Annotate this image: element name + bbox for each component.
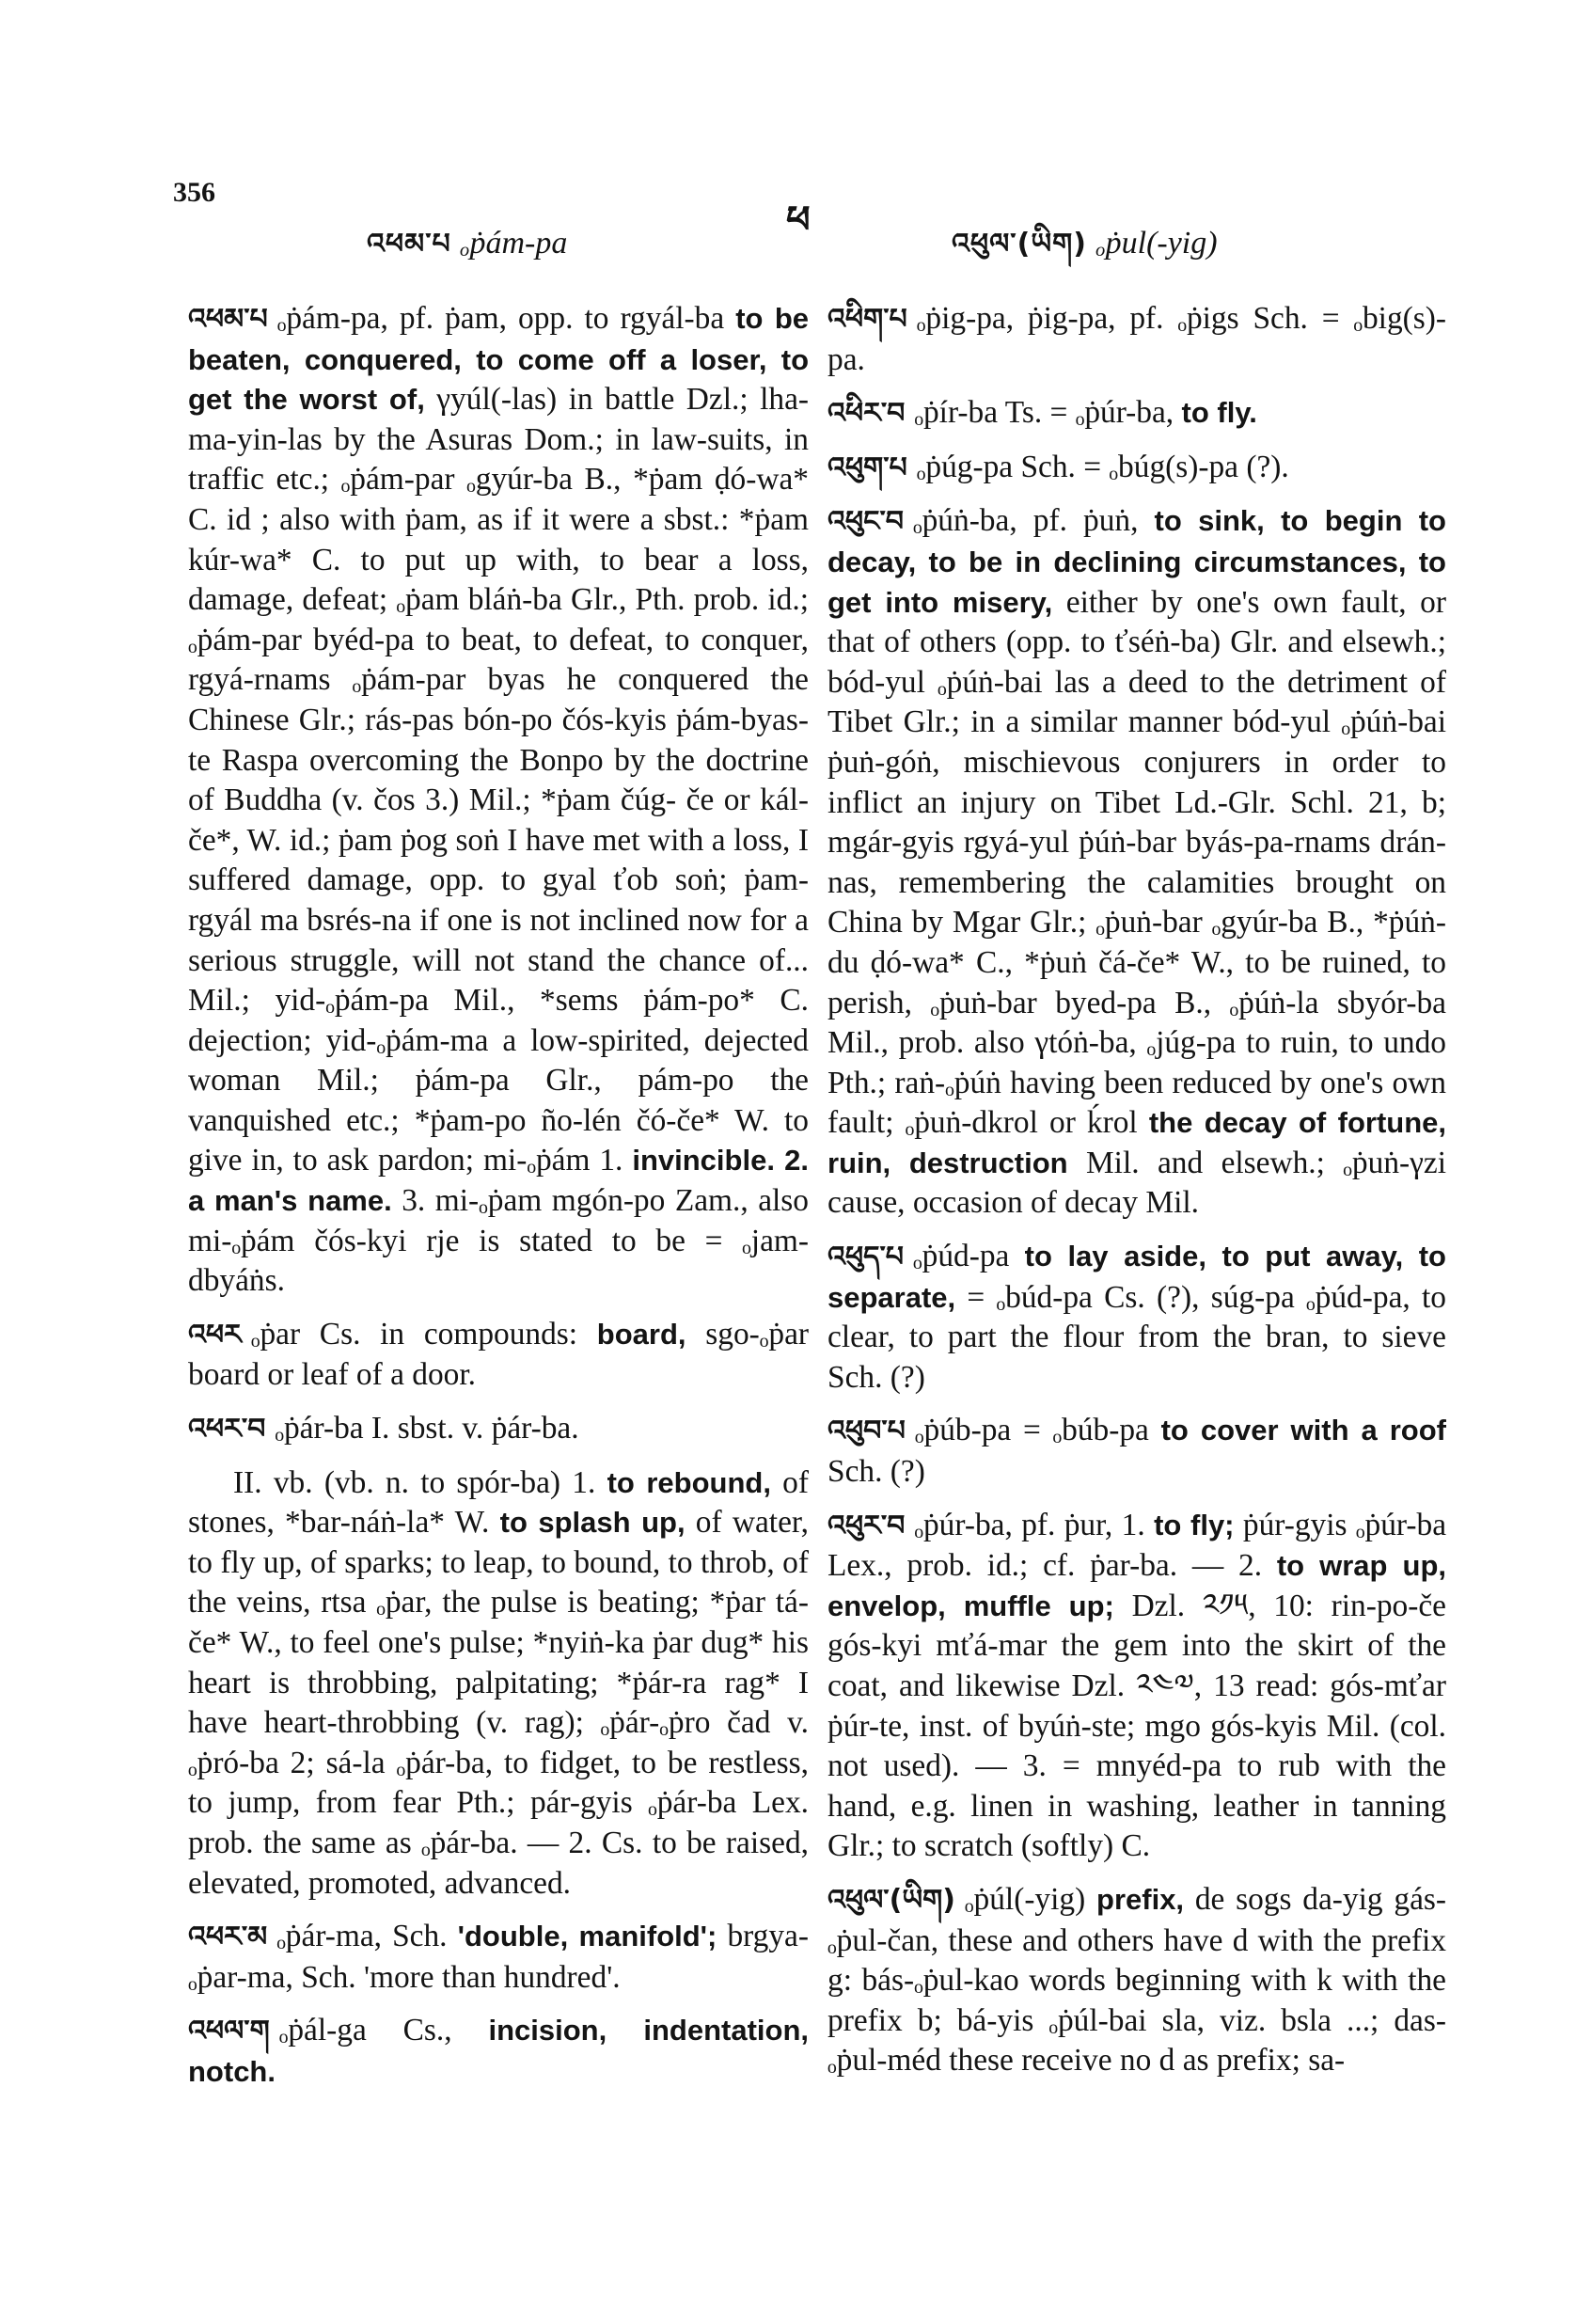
dictionary-entry bbox=[188, 1463, 809, 1905]
running-head-right bbox=[952, 213, 1218, 292]
entry-text: ₒṗál-ga Cs., bbox=[278, 2013, 489, 2048]
dictionary-entry bbox=[827, 501, 1446, 1224]
entry-text: Dzl. ༢༡༥, 10: rin-po-če gós-kyi mťá-mar the gem into the skirt of the coat, and likewise Dzl. ༢༤༧, 13 read: gós-mťar ṗúr-te, inst. of byúṅ-ste; mgo gós-kyis Mil. (col. not used). — 3. = mnyéd-pa to rub with the hand, e.g. linen in washing, leather in tanning Glr.; to scratch (softly) C. bbox=[827, 1588, 1446, 1864]
dictionary-entry bbox=[188, 1315, 809, 1396]
entry-definition: 'double, manifold'; bbox=[457, 1920, 717, 1953]
headword-tibetan: འཕུལ་(ཡིག) bbox=[827, 1883, 955, 1917]
headword-tibetan: འཕུར་བ bbox=[827, 1509, 906, 1542]
entry-definition: to cover with a roof bbox=[1160, 1414, 1446, 1447]
entry-text: 3. mi-ₒṗam mgón-po Zam., also mi-ₒṗám čós-kyi rje is stated to be = ₒjam-dbyáṅs. bbox=[188, 1183, 810, 1299]
entry-text: ₒṗig-pa, ṗig-pa, pf. ₒṗigs Sch. = ₒbig(s)-pa. bbox=[827, 301, 1446, 377]
center-letter: ཕ bbox=[786, 198, 811, 241]
running-head-left bbox=[367, 213, 567, 292]
dictionary-entry bbox=[827, 1880, 1446, 2081]
running-head-right-tibetan: འཕུལ་(ཡིག) bbox=[952, 228, 1087, 261]
entry-text: Sch. (?) bbox=[827, 1454, 925, 1490]
headword-tibetan: འཕུག་པ bbox=[827, 451, 907, 484]
headword-tibetan: འཕུབ་པ bbox=[827, 1415, 906, 1448]
dictionary-entry bbox=[188, 2011, 809, 2092]
entry-text: de sogs da-yig gás-ₒṗul-čan, these and others have d with the prefix g: bás-ₒṗul-kao words beginning with k with the prefix b; bá-yis ₒṗúl-bai sla, viz. bsla ...; das-ₒṗul-méd these receive no d as prefix; sa- bbox=[827, 1881, 1447, 2079]
entry-text: ₒṗúṅ-ba, pf. ṗuṅ, bbox=[912, 503, 1155, 539]
entry-text: = ₒbúd-pa Cs. (?), súg-pa ₒṗúd-pa, to clear, to part the flour from the bran, to sieve Sch. (?) bbox=[827, 1279, 1446, 1395]
headword-tibetan: འཕིར་བ bbox=[827, 397, 906, 431]
entry-text: either by one's own fault, or that of others (opp. to ťséṅ-ba) Glr. and elsewh.; bód-yul ₒṗúṅ-bai las a deed to the detriment of Tibet Glr.; in a similar manner bód-yul ₒṗúṅ-bai ṗuṅ-góṅ, mischievous conjurers in order to inflict an injury on Tibet Ld.-Glr. Schl. 21, b; mgár-gyis rgyá-yul ṗúṅ-bar byás-pa-rnams drán-nas, remembering the calamities brought on China by Mgar Glr.; ₒṗuṅ-bar ₒgyúr-ba B., *ṗúṅ-du ḍó-wa* C., *ṗuṅ čá-če* W., to be ruined, to perish, ₒṗuṅ-bar byed-pa B., ₒṗúṅ-la sbyór-ba Mil., prob. also γtóṅ-ba, ₒjúg-pa to ruin, to undo Pth.; raṅ-ₒṗúṅ having been reduced by one's own fault; ₒṗuṅ-dkrol or ḱrol bbox=[827, 584, 1446, 1141]
entry-text: of stones, *bar-náṅ-la* W. bbox=[188, 1464, 809, 1541]
headword-tibetan: འཕིག་པ bbox=[827, 303, 907, 336]
dictionary-entry bbox=[188, 1409, 809, 1450]
entry-text: ₒṗúr-ba, pf. ṗur, 1. bbox=[914, 1507, 1155, 1542]
headword-tibetan: འཕར bbox=[188, 1318, 242, 1352]
dictionary-entry bbox=[188, 1917, 809, 1998]
running-head-right-text: ₒṗul(-yig) bbox=[1095, 226, 1218, 261]
dictionary-entry bbox=[827, 448, 1446, 489]
entry-text: γyúl(-las) in battle Dzl.; lha-ma-yin-las by the Asuras Dom.; in law-suits, in traffic etc.; ₒṗám-par ₒgyúr-ba B., *ṗam ḍó-wa* C. id ; also with ṗam, as if it were a sbst.: *ṗam kúr-wa* C. to put up with, to bear a loss, damage, defeat; ₒṗam bláṅ-ba Glr., Pth. prob. id.; ₒṗám-par byéd-pa to beat, to defeat, to conquer, rgyá-rnams ₒṗám-par byas he conquered the Chinese Glr.; rás-pas bón-po čós-kyis ṗám-byas-te Raspa overcoming the Bonpo by the doctrine of Buddha (v. čos 3.) Mil.; *ṗam čúg- če or kál-če*, W. id.; ṗam ṗog soṅ I have met with a loss, I suffered damage, opp. to gyal ťob soṅ; ṗam-rgyál ma bsrés-na if one is not inclined now for a serious struggle, will not stand the chance of... Mil.; yid-ₒṗám-pa Mil., *sems ṗám-po* C. dejection; yid-ₒṗám-ma a low-spirited, dejected woman Mil.; ṗám-pa Glr., pám-po the vanquished etc.; *ṗam-po ño-lén čó-če* W. to give in, to ask pardon; mi-ₒṗám 1. bbox=[188, 382, 810, 1178]
headword-tibetan: འཕམ་པ bbox=[188, 303, 268, 336]
entry-text: ₒṗír-ba Ts. = ₒṗúr-ba, bbox=[914, 395, 1182, 431]
headword-tibetan: འཕུང་བ bbox=[827, 505, 904, 539]
entry-definition: to fly. bbox=[1181, 396, 1257, 430]
entry-text: ₒṗúd-pa bbox=[913, 1239, 1025, 1274]
entry-definition: board, bbox=[596, 1317, 686, 1351]
dictionary-entry bbox=[827, 393, 1446, 435]
running-head-left-text: ₒṗám-pa bbox=[460, 226, 568, 261]
headword-tibetan: འཕར་བ bbox=[188, 1413, 266, 1447]
entry-definition: incision, indentation, notch. bbox=[188, 2014, 809, 2088]
entry-definition: to be beaten, conquered, to come off a loser, to get the worst of, bbox=[188, 302, 809, 417]
entry-definition: the decay of fortune, ruin, destruction bbox=[827, 1106, 1446, 1179]
entry-text: of water, to fly up, of sparks; to leap, to bound, to throb, of the veins, rtsa ₒṗar, the pulse is beating; *ṗar tá-če* W., to feel one's pulse; *nyiṅ-ka ṗar dug* his heart is throbbing, palpitating; *ṗár-ra rag* I have heart-throbbing (v. rag); ₒṗár-ₒṗro čad v. ₒṗró-ba 2; sá-la ₒṗár-ba, to fidget, to be restless, to jump, from fear Pth.; pár-gyis ₒṗár-ba Lex. prob. the same as ₒṗár-ba. — 2. Cs. to be raised, elevated, promoted, advanced. bbox=[188, 1505, 810, 1901]
dictionary-entry bbox=[827, 299, 1446, 380]
entry-definition: to wrap up, envelop, muffle up; bbox=[827, 1549, 1446, 1622]
entry-text: ₒṗúg-pa Sch. = ₒbúg(s)-pa (?). bbox=[916, 449, 1289, 484]
entry-text: ṗúr-gyis ₒṗúr-ba Lex., prob. id.; cf. ṗar-ba. — 2. bbox=[827, 1507, 1447, 1584]
right-column bbox=[827, 299, 1446, 2095]
dictionary-entry bbox=[827, 1506, 1446, 1867]
entry-definition: invincible. 2. a man's name. bbox=[188, 1144, 809, 1218]
entry-definition: prefix, bbox=[1096, 1882, 1185, 1916]
entry-text: ₒṗar Cs. in compounds: bbox=[250, 1316, 597, 1352]
entry-text: Mil. and elsewh.; ₒṗuṅ-γzi cause, occasion of decay Mil. bbox=[827, 1145, 1446, 1221]
entry-text: ₒṗúb-pa = ₒbúb-pa bbox=[914, 1413, 1161, 1448]
entry-text: ₒṗár-ba I. sbst. v. ṗár-ba. bbox=[275, 1411, 579, 1447]
entry-definition: to splash up, bbox=[499, 1506, 686, 1540]
left-column bbox=[188, 299, 809, 2106]
entry-definition: to fly; bbox=[1154, 1508, 1235, 1541]
dictionary-entry bbox=[827, 1411, 1446, 1492]
dictionary-entry bbox=[188, 299, 809, 1302]
entry-definition: to rebound, bbox=[607, 1465, 771, 1499]
entry-text: ₒṗám-pa, pf. ṗam, opp. to rgyál-ba bbox=[276, 301, 736, 336]
page-number: 356 bbox=[173, 177, 215, 208]
entry-definition: to sink, to begin to decay, to be in declining circumstances, to get into misery, bbox=[827, 504, 1446, 619]
dictionary-entry bbox=[827, 1237, 1446, 1398]
entry-text: sgo-ₒṗar board or leaf of a door. bbox=[188, 1316, 810, 1393]
headword-tibetan: འཕུད་པ bbox=[827, 1241, 905, 1274]
headword-tibetan: འཕར་མ bbox=[188, 1921, 268, 1954]
entry-text: brgya-ₒṗar-ma, Sch. 'more than hundred'. bbox=[188, 1919, 809, 1995]
running-head-left-tibetan: འཕམ་པ bbox=[367, 228, 451, 261]
entry-text: ₒṗár-ma, Sch. bbox=[276, 1919, 458, 1954]
headword-tibetan: འཕལ་ག bbox=[188, 2015, 270, 2048]
entry-text: ₒṗúl(-yig) bbox=[964, 1881, 1097, 1917]
entry-text: II. vb. (vb. n. to spór-ba) 1. bbox=[233, 1464, 607, 1500]
entry-definition: to lay aside, to put away, to separate, bbox=[827, 1240, 1446, 1314]
